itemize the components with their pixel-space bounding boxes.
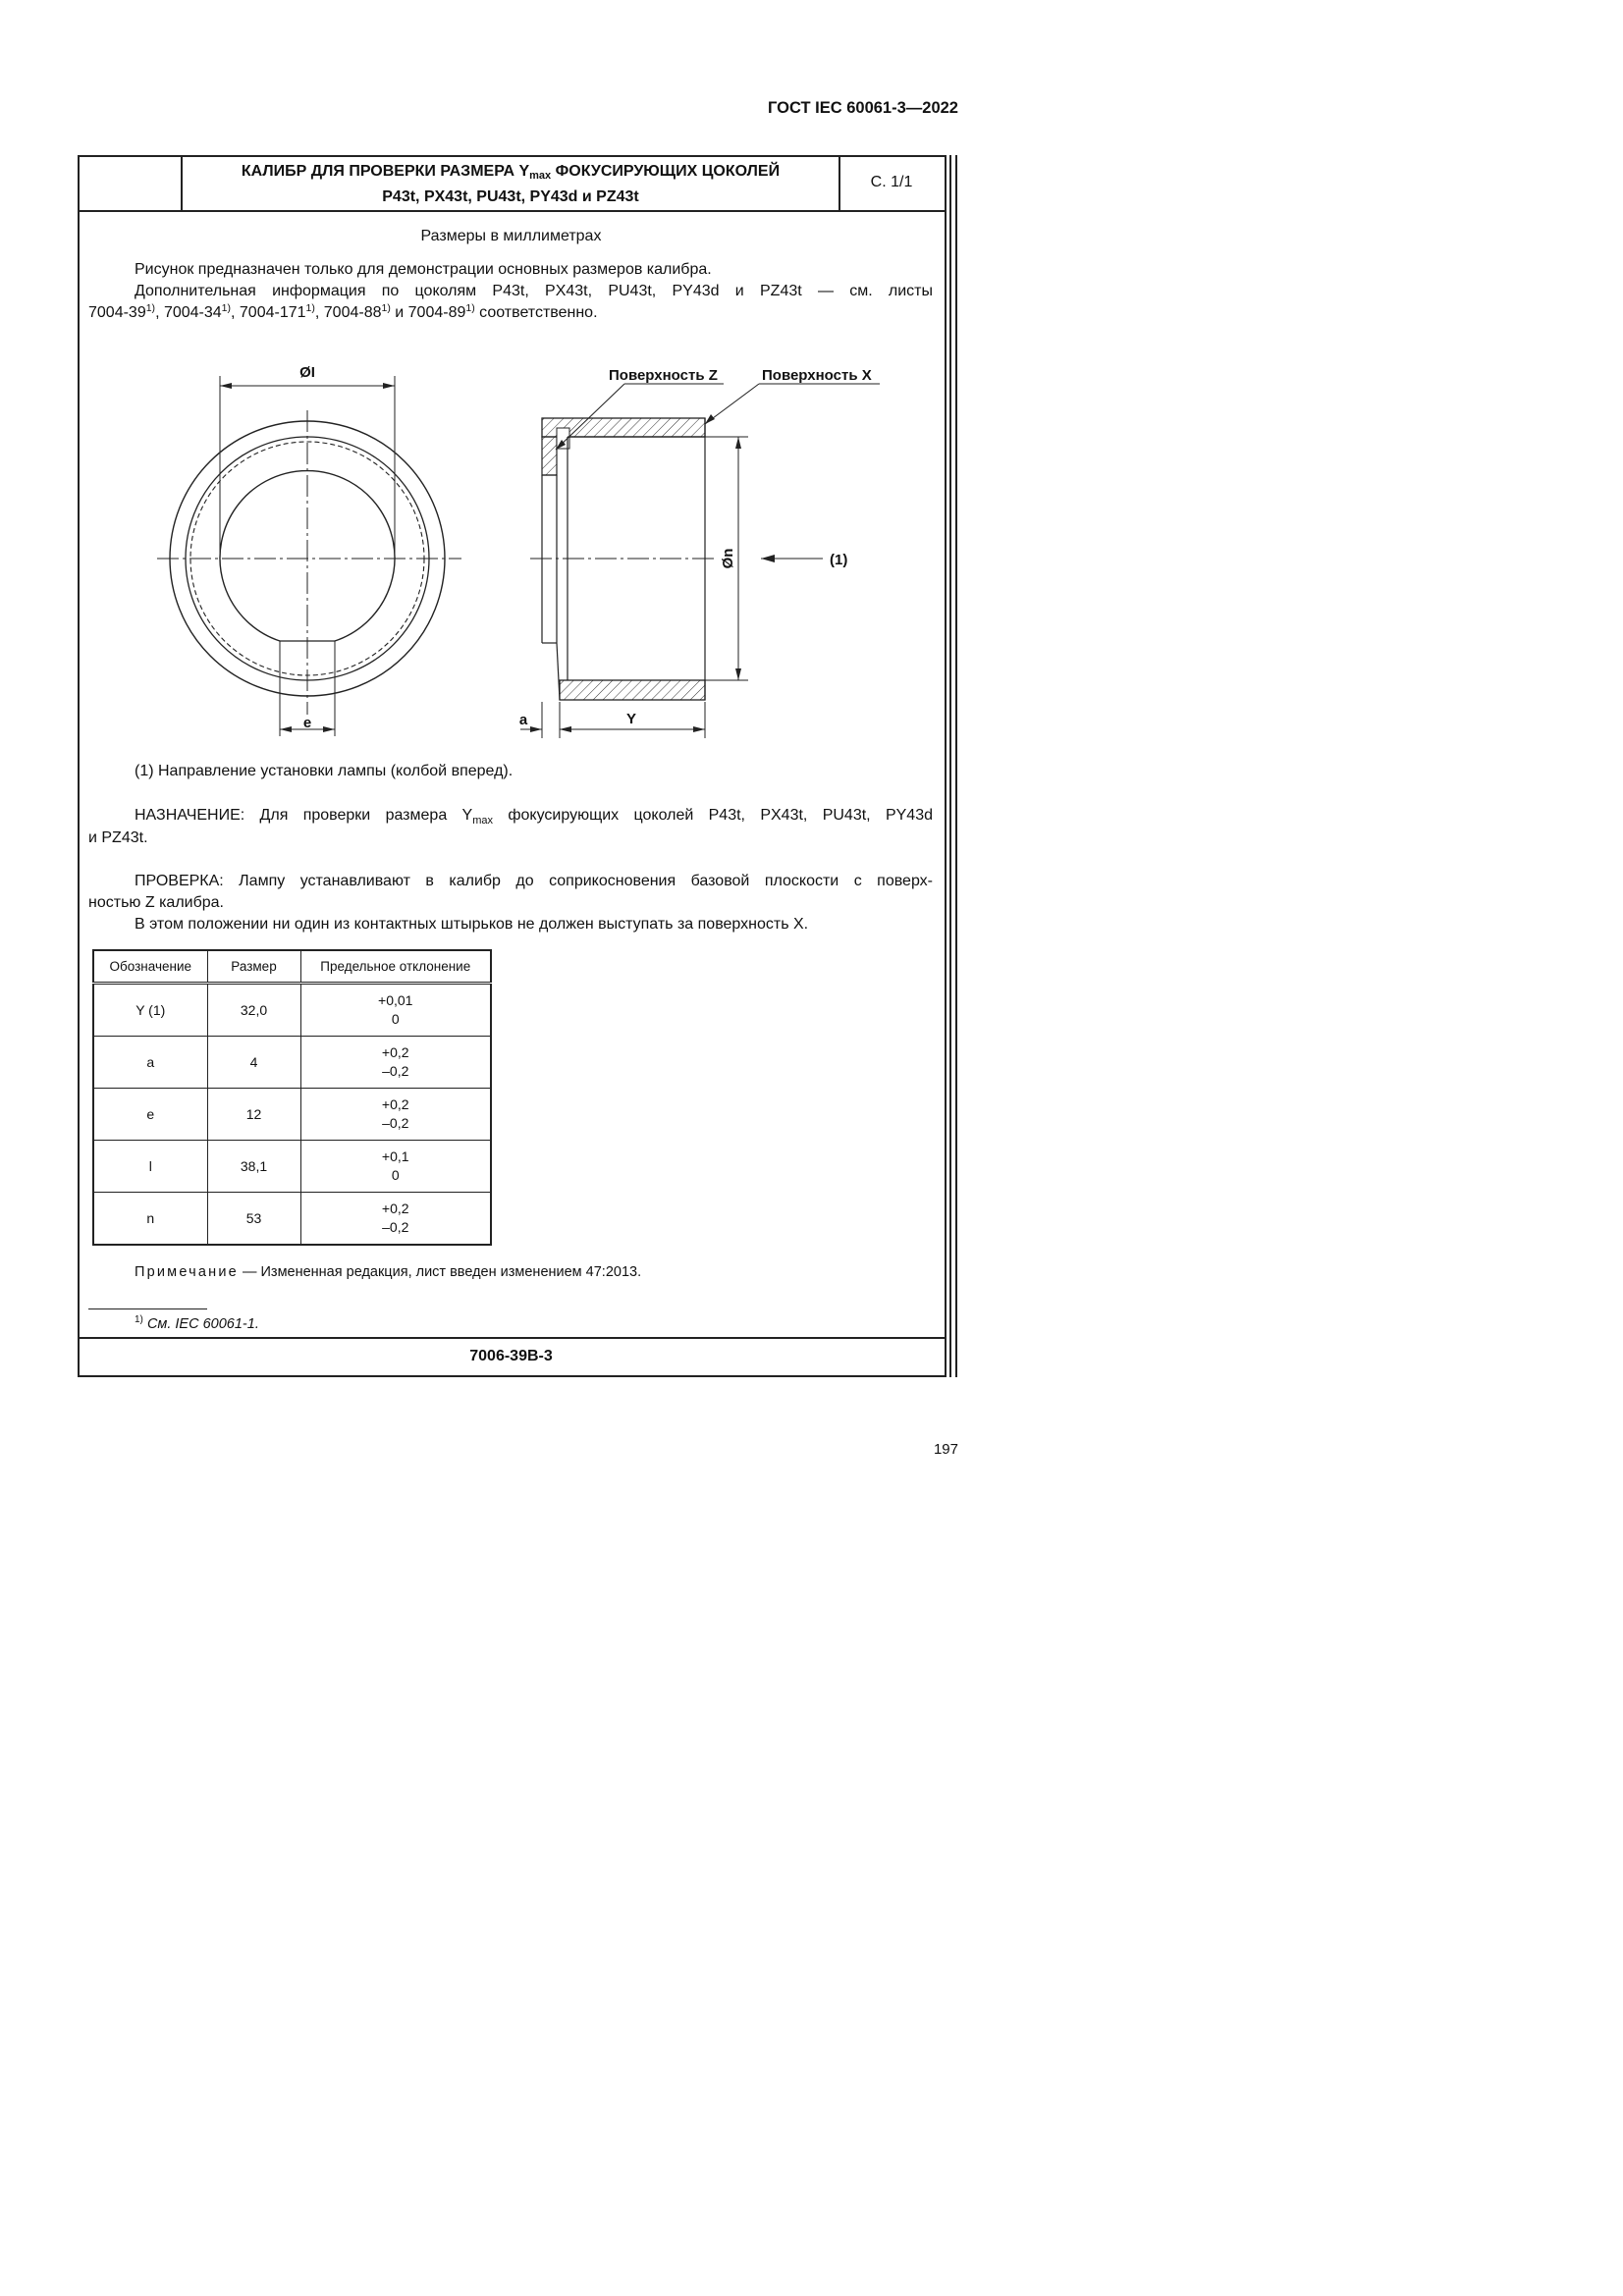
purpose-paragraph: НАЗНАЧЕНИЕ: Для проверки размера $Y_{max}$ фокусирующих цоколей P43t, PX43t, PU43t, PY43d [135,807,933,827]
sheet-number: С. 1/1 [870,174,913,190]
cell-size: 12 [207,1089,300,1141]
check-paragraph: ПРОВЕРКА: Лампу устанавливают в калибр до соприкосновения базовой плоскости с поверх- [135,873,933,889]
cell-size: 53 [207,1193,300,1246]
footnote-separator [88,1308,207,1309]
label-dim-a: a [518,712,528,728]
footnote: $^{1)}$ См. IEC 60061-1. [135,1314,259,1332]
label-dim-e: e [302,715,312,731]
table-row [93,1037,491,1089]
label-dim-n: Øn [720,548,736,569]
check-paragraph-2: В этом положении ни один из контактных штырьков не должен выступать за поверхность X. [135,916,809,933]
sheet-code: 7006-39B-3 [469,1348,553,1364]
intro-paragraph-1: Рисунок предназначен только для демонстрации основных размеров калибра. [135,261,712,278]
cell-designation: Y (1) [93,984,207,1037]
leader-z [556,384,624,450]
header-tolerance: Предельное отклонение [300,950,491,984]
page-number: 197 [933,1441,958,1458]
label-dim-l: ØI [299,364,315,381]
header-designation: Обозначение [93,950,207,984]
table-row [93,984,491,1037]
table-header-row [93,950,491,984]
cell-tolerance: +0,2 –0,2 [300,1089,491,1141]
units-note: Размеры в миллиметрах [420,228,602,244]
table-row [93,1141,491,1193]
purpose-paragraph-cont: и PZ43t. [88,829,148,846]
label-direction: (1) [830,552,848,568]
label-surface-x: Поверхность X [762,367,872,384]
dimensions-table [92,949,492,1246]
label-dim-y: Y [625,711,637,727]
table-row [93,1193,491,1246]
section-flange [542,437,557,475]
cell-size: 32,0 [207,984,300,1037]
cell-size: 38,1 [207,1141,300,1193]
side-view [520,384,880,738]
label-surface-z: Поверхность Z [609,367,718,384]
cell-tolerance: +0,01 0 [300,984,491,1037]
intro-paragraph-2-cont: 7004-39$^{1)}$, 7004-34$^{1)}$, 7004-171$^{1)}$, 7004-88$^{1)}$ и 7004-89$^{1)}$ соответственно. [88,302,598,321]
cell-designation: n [93,1193,207,1246]
cell-size: 4 [207,1037,300,1089]
amendment-note: Примечание — Измененная редакция, лист введен изменением 47:2013. [135,1264,642,1280]
check-paragraph-cont: ностью Z калибра. [88,894,224,911]
cell-tolerance: +0,2 –0,2 [300,1193,491,1246]
cell-designation: l [93,1141,207,1193]
direction-note: (1) Направление установки лампы (колбой вперед). [135,763,514,779]
section-wall-bottom [560,680,705,700]
cell-tolerance: +0,2 –0,2 [300,1037,491,1089]
cell-designation: e [93,1089,207,1141]
standard-designation: ГОСТ IEC 60061-3—2022 [768,99,958,117]
cell-designation: a [93,1037,207,1089]
intro-paragraph-2: Дополнительная информация по цоколям P43t, PX43t, PU43t, PY43d и PZ43t — см. листы [135,283,933,299]
header-size: Размер [207,950,300,984]
cell-tolerance: +0,1 0 [300,1141,491,1193]
table-row [93,1089,491,1141]
front-view [157,376,461,736]
sheet-title: КАЛИБР ДЛЯ ПРОВЕРКИ РАЗМЕРА $Y_{max}$ ФОКУСИРУЮЩИХ ЦОКОЛЕЙ P43t, PX43t, PU43t, PY43d и PZ43t [241,163,781,205]
